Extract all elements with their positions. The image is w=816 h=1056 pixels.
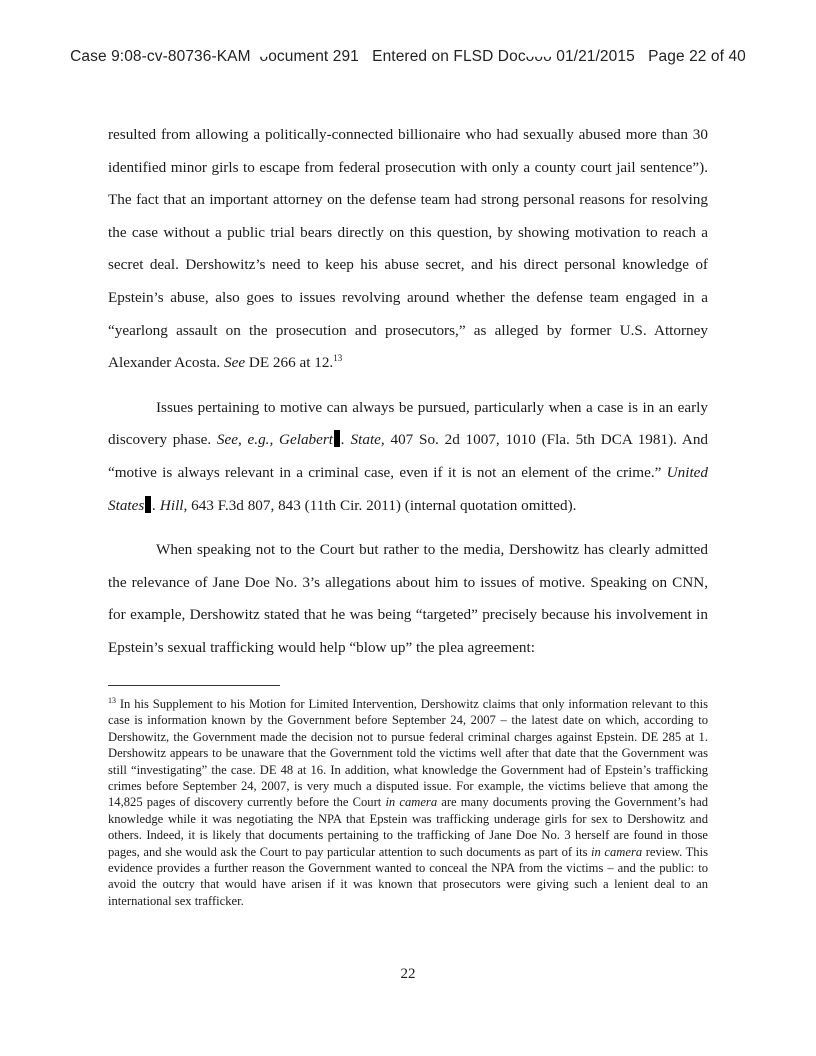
paragraph-2: Issues pertaining to motive can always be pursued, particularly when a case is in an early discovery phase. See, e.g., Gelabert . State, 407 So. 2d 1007, 1010 (Fla. 5th DCA 1981). And “motive is always relevant in a criminal case, even if it is not an element of the crime.” United States . Hill, 643 F.3d 807, 843 (11th Cir. 2011) (internal quotation omitted).	[108, 398, 709, 514]
footnote-13: $^{13}$ In his Supplement to his Motion for Limited Intervention, Dershowitz claims that only information relevant to this case is information known by the Government before September 24, 2007 – the latest date on which, according to Dershowitz, the Government made the decision not to pursue federal criminal charges against Epstein. DE 285 at 1. Dershowitz appears to be unaware that the Government told the victims well after that date that the Government was still “investigating” the case. DE 48 at 16. In addition, what knowledge the Government had of Epstein’s trafficking crimes before September 24, 2007, is very much a disputed issue. For example, the victims believe that among the 14,825 pages of discovery currently before the Court in camera are many documents proving the Government’s had knowledge while it was negotiating the NPA that Epstein was trafficking underage girls for sex to Dershowitz and others. Indeed, it is likely that documents pertaining to the trafficking of Jane Doe No. 3 herself are found in those pages, and she would ask the Court to pay particular attention to such documents as part of its in camera review. This evidence provides a further reason the Government wanted to conceal the NPA from the victims – and the public: to avoid the outcry that would have arisen if it was known that prosecutors were giving such a lenient deal to an international sex trafficker.	[108, 695, 708, 908]
body-text	[108, 119, 708, 665]
document-number: ᴗocument 291	[259, 48, 359, 65]
footnote-divider	[108, 685, 280, 686]
redaction-bar	[145, 496, 151, 513]
footnote-ref: 13	[333, 353, 343, 364]
paragraph-3: When speaking not to the Court but rather to the media, Dershowitz has clearly admitted the relevance of Jane Doe No. 3’s allegations about him to issues of motive. Speaking on CNN, for example, Dershowitz stated that he was being “targeted” precisely because his involvement in Epstein’s sexual trafficking would help “blow up” the plea agreement:	[108, 541, 708, 656]
court-filing-header	[0, 48, 816, 66]
case-number: Case 9:08-cv-80736-KAM	[70, 48, 251, 65]
page-number: 22	[400, 966, 416, 982]
redaction-bar	[334, 430, 340, 447]
entered-date: Entered on FLSD Docᴗᴗᴗ 01/21/2015	[372, 48, 635, 65]
page-of-total: Page 22 of 40	[648, 48, 746, 65]
footnote-number: 13	[108, 695, 116, 705]
paragraph-1: resulted from allowing a politically-connected billionaire who had sexually abused more than 30 identified minor girls to escape from federal prosecution with only a county court jail sentence”). The fact that an important attorney on the defense team had strong personal reasons for resolving the case without a public trial bears directly on this question, by showing motivation to reach a secret deal. Dershowitz’s need to keep his abuse secret, and his direct personal knowledge of Epstein’s abuse, also goes to issues revolving around whether the defense team engaged in a “yearlong assault on the prosecution and prosecutors,” as alleged by former U.S. Attorney Alexander Acosta. See DE 266 at 12.13	[108, 126, 708, 372]
